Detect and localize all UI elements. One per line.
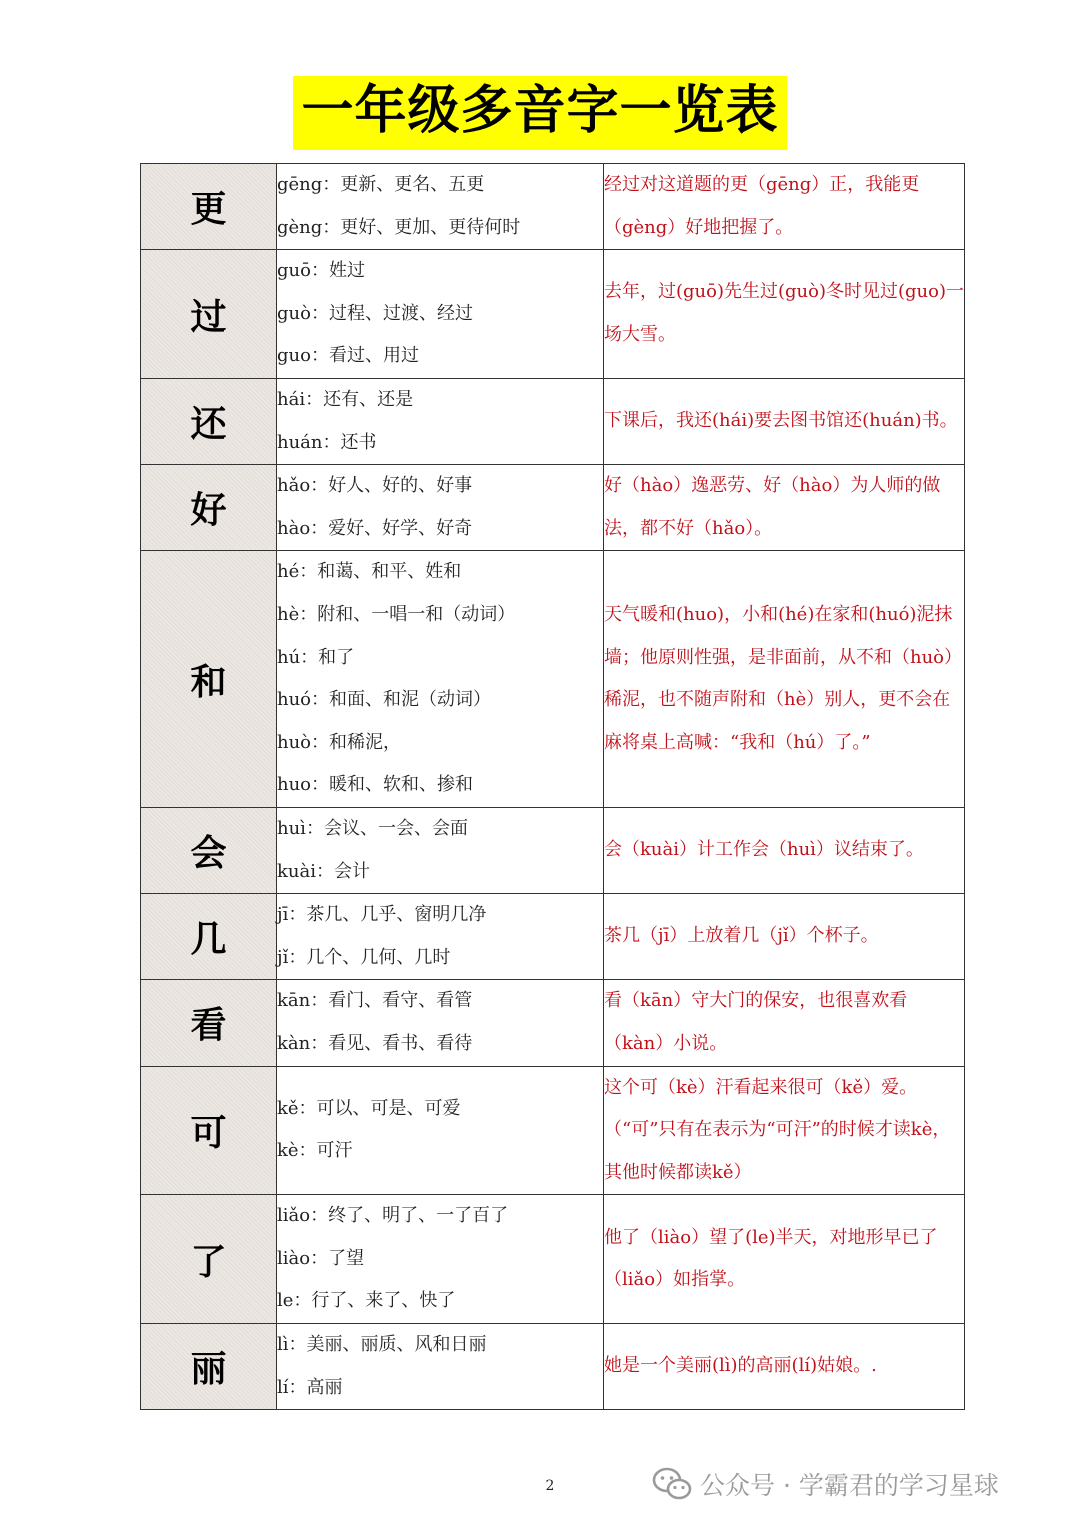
table-body: [141, 164, 965, 1410]
example-sentence-cell: 看（kān）守大门的保安，也很喜欢看（kàn）小说。: [604, 980, 965, 1066]
pronunciation-line: gèng：更好、更加、更待何时: [277, 216, 521, 238]
table-row: [141, 250, 965, 379]
pronunciation-line: hè：附和、一唱一和（动词）: [277, 603, 516, 625]
pronunciation-cell: [277, 1066, 604, 1195]
character-cell: 会: [141, 807, 277, 893]
table-row: [141, 465, 965, 551]
pronunciation-line: kě：可以、可是、可爱: [277, 1097, 461, 1119]
pronunciation-line: jī：茶几、几乎、窗明几净: [277, 904, 487, 926]
character-cell: 还: [141, 378, 277, 464]
watermark: [652, 1464, 999, 1504]
table-row: [141, 980, 965, 1066]
example-sentence-cell: 茶几（jī）上放着几（jǐ）个杯子。: [604, 894, 965, 980]
pronunciation-line: hào：爱好、好学、好奇: [277, 517, 473, 539]
pronunciation-line: hǎo：好人、好的、好事: [277, 475, 473, 497]
character-cell: 更: [141, 164, 277, 250]
pronunciation-line: guo：看过、用过: [277, 345, 419, 367]
pronunciation-cell: [277, 551, 604, 808]
pronunciation-line: huó：和面、和泥（动词）: [277, 689, 492, 711]
pronunciation-cell: [277, 465, 604, 551]
example-sentence-cell: 去年，过(guō)先生过(guò)冬时见过(guo)一场大雪。: [604, 250, 965, 379]
table-row: [141, 894, 965, 980]
pronunciation-cell: [277, 164, 604, 250]
pronunciation-line: guò：过程、过渡、经过: [277, 302, 473, 324]
pronunciation-line: kān：看门、看守、看管: [277, 990, 473, 1012]
example-sentence-cell: 天气暖和(huo)，小和(hé)在家和(huó)泥抹墙；他原则性强，是非面前，从不和（huò）稀泥，也不随声附和（hè）别人，更不会在麻将桌上高喊：“我和（hú）了。”: [604, 551, 965, 808]
pronunciation-line: lí：高丽: [277, 1376, 343, 1398]
pronunciation-cell: [277, 1324, 604, 1410]
pronunciation-line: kuài：会计: [277, 860, 370, 882]
pronunciation-line: huo：暖和、软和、掺和: [277, 774, 474, 796]
pronunciation-line: guō：姓过: [277, 260, 365, 282]
pronunciation-line: hái：还有、还是: [277, 388, 414, 410]
pronunciation-line: lì：美丽、丽质、风和日丽: [277, 1334, 487, 1356]
pronunciation-line: huò：和稀泥，: [277, 731, 402, 753]
character-cell: 看: [141, 980, 277, 1066]
table-row: [141, 1195, 965, 1324]
pronunciation-cell: [277, 894, 604, 980]
watermark-text: 公众号 · 学霸君的学习星球: [700, 1471, 999, 1500]
pronunciation-line: liǎo：终了、明了、一了百了: [277, 1205, 509, 1227]
table-row: [141, 1324, 965, 1410]
character-cell: 可: [141, 1066, 277, 1195]
pronunciation-line: jǐ：几个、几何、几时: [277, 946, 451, 968]
table-row: [141, 164, 965, 250]
character-cell: 和: [141, 551, 277, 808]
table-row: [141, 551, 965, 808]
wechat-icon: [652, 1467, 692, 1501]
pronunciation-cell: [277, 980, 604, 1066]
example-sentence-cell: 会（kuài）计工作会（huì）议结束了。: [604, 807, 965, 893]
character-cell: 好: [141, 465, 277, 551]
title-wrap: [0, 76, 1080, 150]
table-row: [141, 807, 965, 893]
page-title: 一年级多音字一览表: [293, 76, 786, 150]
polyphone-table: [140, 163, 965, 1410]
pronunciation-line: hé：和蔼、和平、姓和: [277, 561, 462, 583]
pronunciation-line: huán：还书: [277, 431, 377, 453]
example-sentence-cell: 她是一个美丽(lì)的高丽(lí)姑娘。.: [604, 1324, 965, 1410]
pronunciation-line: le：行了、来了、快了: [277, 1290, 456, 1312]
pronunciation-cell: [277, 378, 604, 464]
page-number: 2: [545, 1478, 555, 1494]
character-cell: 几: [141, 894, 277, 980]
pronunciation-line: kàn：看见、看书、看待: [277, 1032, 473, 1054]
table-row: [141, 1066, 965, 1195]
example-sentence-cell: 好（hào）逸恶劳、好（hào）为人师的做法，都不好（hǎo）。: [604, 465, 965, 551]
table-row: [141, 378, 965, 464]
character-cell: 了: [141, 1195, 277, 1324]
pronunciation-cell: [277, 250, 604, 379]
example-sentence-cell: 这个可（kè）汗看起来很可（kě）爱。（“可”只有在表示为“可汗”的时候才读kè，其他时候都读kě）: [604, 1066, 965, 1195]
pronunciation-line: kè：可汗: [277, 1140, 353, 1162]
pronunciation-line: huì：会议、一会、会面: [277, 817, 468, 839]
pronunciation-line: hú：和了: [277, 646, 355, 668]
example-sentence-cell: 下课后，我还(hái)要去图书馆还(huán)书。: [604, 378, 965, 464]
example-sentence-cell: 经过对这道题的更（gēng）正，我能更（gèng）好地把握了。: [604, 164, 965, 250]
pronunciation-line: gēng：更新、更名、五更: [277, 174, 485, 195]
character-cell: 丽: [141, 1324, 277, 1410]
character-cell: 过: [141, 250, 277, 379]
pronunciation-cell: [277, 807, 604, 893]
pronunciation-cell: [277, 1195, 604, 1324]
pronunciation-line: liào：了望: [277, 1247, 365, 1269]
example-sentence-cell: 他了（liào）望了(le)半天，对地形早已了（liǎo）如指掌。: [604, 1195, 965, 1324]
